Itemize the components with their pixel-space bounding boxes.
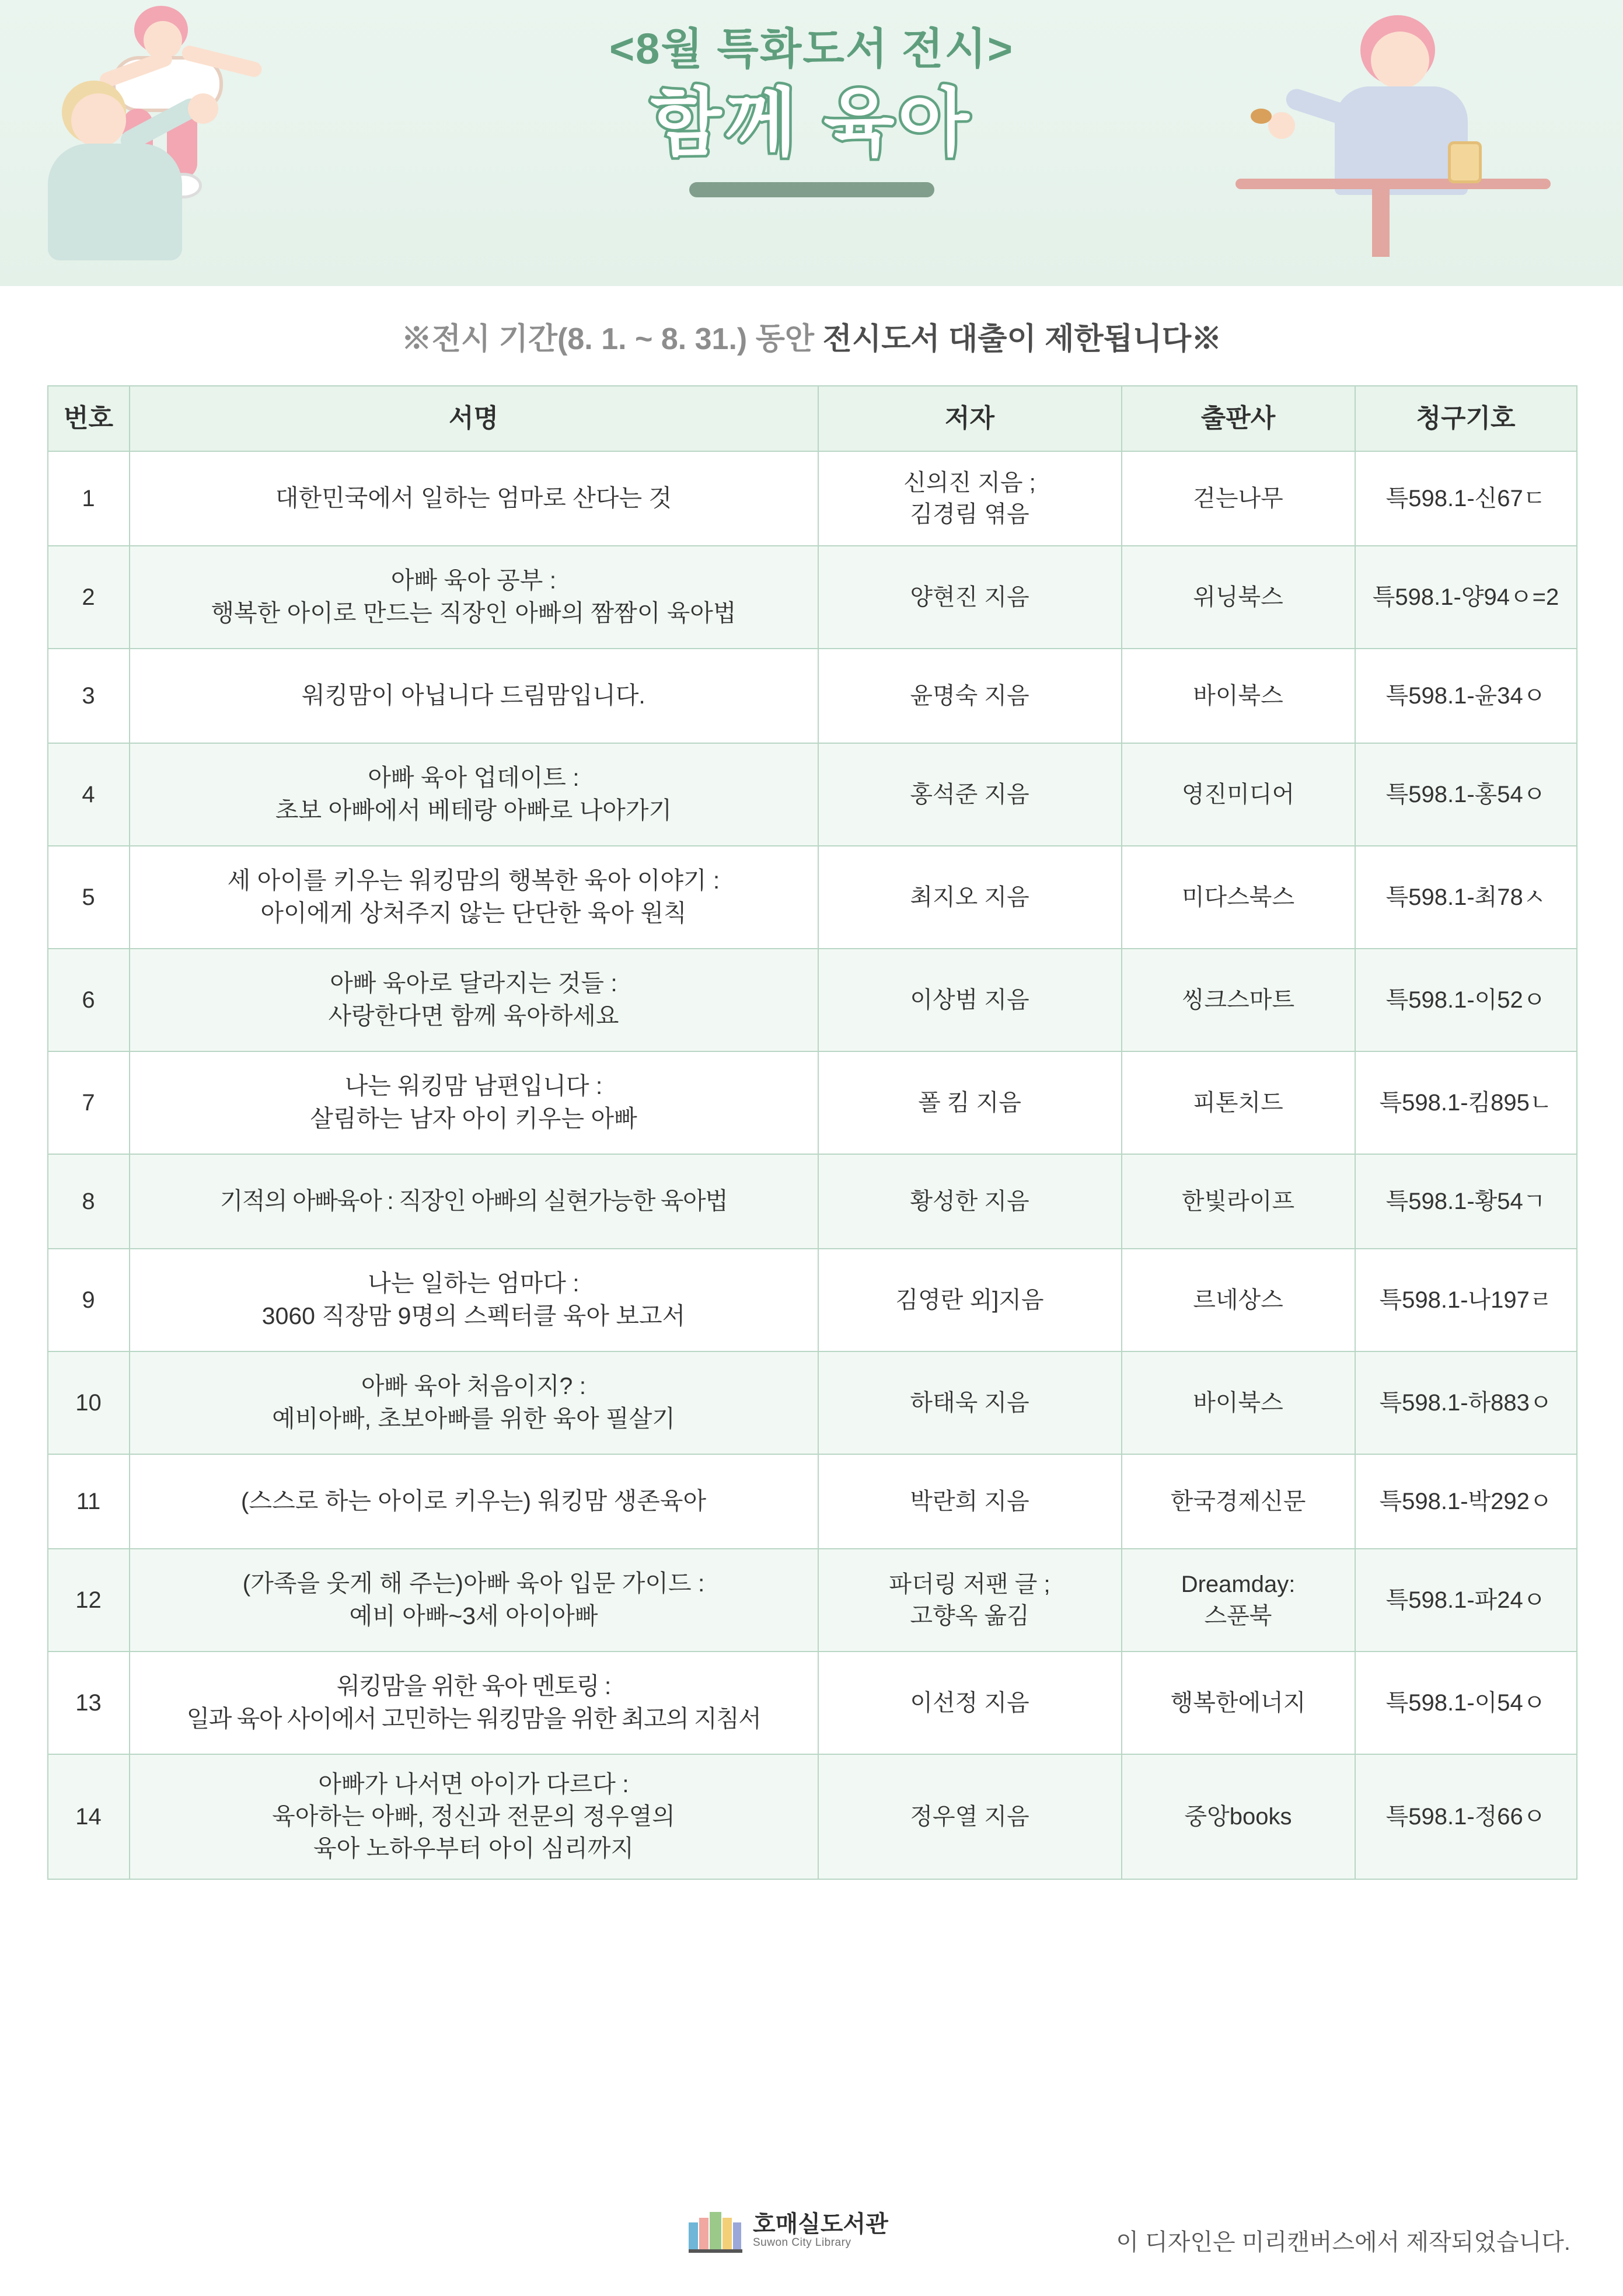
- cell-call: 특598.1-하883ㅇ: [1355, 1351, 1577, 1454]
- cell-call: 특598.1-황54ㄱ: [1355, 1154, 1577, 1249]
- cell-publisher: 한국경제신문: [1122, 1454, 1355, 1549]
- cell-no: 9: [48, 1249, 130, 1351]
- col-header-author: 저자: [818, 386, 1122, 451]
- cell-publisher: 중앙books: [1122, 1754, 1355, 1879]
- cell-no: 11: [48, 1454, 130, 1549]
- table-row: [48, 743, 1577, 846]
- cell-title: (스스로 하는 아이로 키우는) 워킹맘 생존육아: [130, 1454, 818, 1549]
- table-row: [48, 1351, 1577, 1454]
- cell-author: 정우열 지음: [818, 1754, 1122, 1879]
- col-header-title: 서명: [130, 386, 818, 451]
- cell-call: 특598.1-이52ㅇ: [1355, 949, 1577, 1051]
- book-list-table: [47, 385, 1577, 1880]
- table-row: [48, 846, 1577, 949]
- cell-author: 박란희 지음: [818, 1454, 1122, 1549]
- cell-title: 아빠 육아 업데이트 : 초보 아빠에서 베테랑 아빠로 나아가기: [130, 743, 818, 846]
- cell-author: 파더링 저팬 글 ; 고향옥 옮김: [818, 1549, 1122, 1652]
- cell-call: 특598.1-최78ㅅ: [1355, 846, 1577, 949]
- cell-publisher: 피톤치드: [1122, 1051, 1355, 1154]
- cell-publisher: 행복한에너지: [1122, 1652, 1355, 1754]
- cell-no: 2: [48, 546, 130, 649]
- cell-call: 특598.1-양94ㅇ=2: [1355, 546, 1577, 649]
- cell-title: 아빠 육아 공부 : 행복한 아이로 만드는 직장인 아빠의 짬짬이 육아법: [130, 546, 818, 649]
- table-body: [48, 451, 1577, 1879]
- cell-publisher: 씽크스마트: [1122, 949, 1355, 1051]
- cell-title: 워킹맘이 아닙니다 드림맘입니다.: [130, 649, 818, 743]
- cell-publisher: 바이북스: [1122, 1351, 1355, 1454]
- cell-author: 양현진 지음: [818, 546, 1122, 649]
- cell-call: 특598.1-홍54ㅇ: [1355, 743, 1577, 846]
- library-name-ko: 호매실도서관: [753, 2211, 888, 2237]
- cell-publisher: 영진미디어: [1122, 743, 1355, 846]
- table-row: [48, 1754, 1577, 1879]
- cell-no: 6: [48, 949, 130, 1051]
- cell-author: 최지오 지음: [818, 846, 1122, 949]
- cell-call: 특598.1-박292ㅇ: [1355, 1454, 1577, 1549]
- library-logo: [689, 2207, 888, 2253]
- cell-title: 워킹맘을 위한 육아 멘토링 : 일과 육아 사이에서 고민하는 워킹맘을 위한 최고의 지침서: [130, 1652, 818, 1754]
- col-header-publisher: 출판사: [1122, 386, 1355, 451]
- cell-author: 황성한 지음: [818, 1154, 1122, 1249]
- cell-no: 14: [48, 1754, 130, 1879]
- cell-publisher: 한빛라이프: [1122, 1154, 1355, 1249]
- cell-publisher: 바이북스: [1122, 649, 1355, 743]
- col-header-no: 번호: [48, 386, 130, 451]
- cell-title: 아빠 육아로 달라지는 것들 : 사랑한다면 함께 육아하세요: [130, 949, 818, 1051]
- cell-no: 3: [48, 649, 130, 743]
- design-credit: 이 디자인은 미리캔버스에서 제작되었습니다.: [1116, 2229, 1570, 2255]
- cell-author: 이선정 지음: [818, 1652, 1122, 1754]
- notice-text: [0, 320, 1623, 360]
- cell-publisher: 미다스북스: [1122, 846, 1355, 949]
- page-title-group: [0, 23, 1623, 197]
- book-list-table-wrap: [47, 385, 1576, 1880]
- cell-author: 신의진 지음 ; 김경림 엮음: [818, 451, 1122, 546]
- cell-author: 폴 킴 지음: [818, 1051, 1122, 1154]
- cell-call: 특598.1-파24ㅇ: [1355, 1549, 1577, 1652]
- cell-author: 하태욱 지음: [818, 1351, 1122, 1454]
- cell-author: 이상범 지음: [818, 949, 1122, 1051]
- cell-title: 세 아이를 키우는 워킹맘의 행복한 육아 이야기 : 아이에게 상처주지 않는 단단한 육아 원칙: [130, 846, 818, 949]
- page-title: 함께 육아: [650, 81, 973, 164]
- cell-title: 아빠 육아 처음이지? : 예비아빠, 초보아빠를 위한 육아 필살기: [130, 1351, 818, 1454]
- table-leg: [1372, 187, 1390, 257]
- cell-title: 기적의 아빠육아 : 직장인 아빠의 실현가능한 육아법: [130, 1154, 818, 1249]
- cell-no: 1: [48, 451, 130, 546]
- library-logo-icon: [689, 2207, 742, 2253]
- table-row: [48, 1454, 1577, 1549]
- footer: [0, 2204, 1623, 2274]
- table-row: [48, 949, 1577, 1051]
- cell-no: 5: [48, 846, 130, 949]
- notice-emphasis: 전시도서 대출이 제한됩니다※: [822, 322, 1222, 356]
- table-row: [48, 649, 1577, 743]
- title-underline: [689, 182, 934, 197]
- cell-publisher: 위닝북스: [1122, 546, 1355, 649]
- cell-title: 나는 일하는 엄마다 : 3060 직장맘 9명의 스펙터클 육아 보고서: [130, 1249, 818, 1351]
- col-header-call: 청구기호: [1355, 386, 1577, 451]
- cell-no: 4: [48, 743, 130, 846]
- cell-title: 나는 워킹맘 남편입니다 : 살림하는 남자 아이 키우는 아빠: [130, 1051, 818, 1154]
- cell-no: 13: [48, 1652, 130, 1754]
- cell-no: 12: [48, 1549, 130, 1652]
- header-banner: [0, 0, 1623, 286]
- cell-call: 특598.1-나197ㄹ: [1355, 1249, 1577, 1351]
- cell-call: 특598.1-이54ㅇ: [1355, 1652, 1577, 1754]
- page-subtitle: <8월 특화도서 전시>: [609, 25, 1014, 73]
- table-header-row: [48, 386, 1577, 451]
- table-row: [48, 1051, 1577, 1154]
- cell-no: 10: [48, 1351, 130, 1454]
- notice-prefix: ※전시 기간(8. 1. ~ 8. 31.) 동안: [401, 322, 823, 356]
- library-logo-text: [753, 2211, 888, 2249]
- cell-author: 홍석준 지음: [818, 743, 1122, 846]
- cell-publisher: Dreamday: 스푼북: [1122, 1549, 1355, 1652]
- cell-call: 특598.1-정66ㅇ: [1355, 1754, 1577, 1879]
- cell-call: 특598.1-윤34ㅇ: [1355, 649, 1577, 743]
- table-row: [48, 1652, 1577, 1754]
- cell-call: 특598.1-신67ㄷ: [1355, 451, 1577, 546]
- cell-no: 8: [48, 1154, 130, 1249]
- table-row: [48, 546, 1577, 649]
- cell-author: 윤명숙 지음: [818, 649, 1122, 743]
- cell-author: 김영란 외]지음: [818, 1249, 1122, 1351]
- cell-publisher: 걷는나무: [1122, 451, 1355, 546]
- table-row: [48, 1249, 1577, 1351]
- cell-title: 대한민국에서 일하는 엄마로 산다는 것: [130, 451, 818, 546]
- table-row: [48, 1154, 1577, 1249]
- cell-title: (가족을 웃게 해 주는)아빠 육아 입문 가이드 : 예비 아빠~3세 아이아빠: [130, 1549, 818, 1652]
- cell-publisher: 르네상스: [1122, 1249, 1355, 1351]
- cell-no: 7: [48, 1051, 130, 1154]
- library-name-en: Suwon City Library: [753, 2236, 851, 2249]
- cell-call: 특598.1-킴895ㄴ: [1355, 1051, 1577, 1154]
- table-row: [48, 451, 1577, 546]
- cell-title: 아빠가 나서면 아이가 다르다 : 육아하는 아빠, 정신과 전문의 정우열의 육아 노하우부터 아이 심리까지: [130, 1754, 818, 1879]
- table-row: [48, 1549, 1577, 1652]
